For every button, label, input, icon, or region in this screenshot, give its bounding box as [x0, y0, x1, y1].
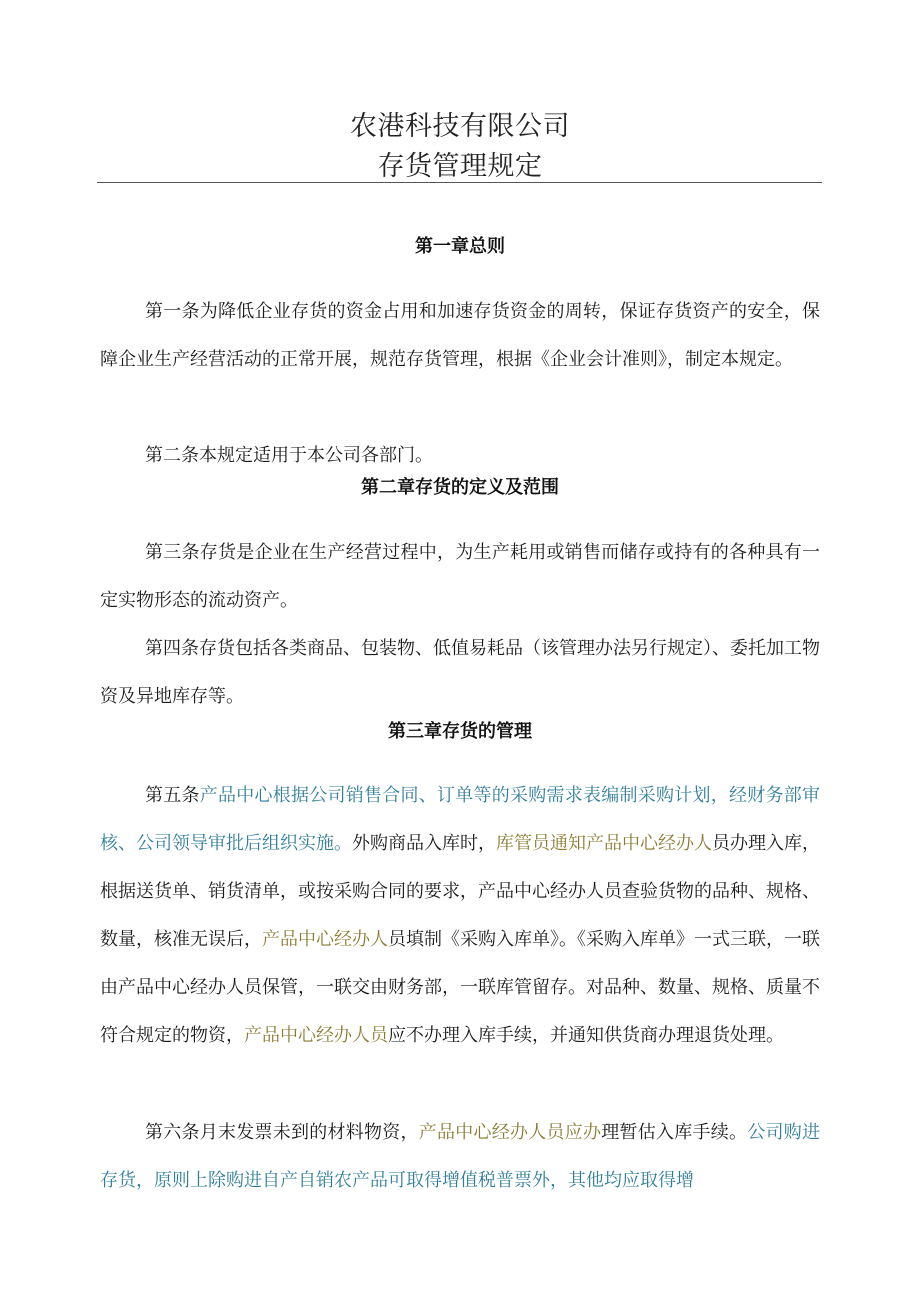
article-6-text-b: 理暂估入库手续。: [601, 1122, 748, 1143]
chapter-1-heading: 第一章总则: [415, 236, 505, 257]
article-5-text-a: 外购商品入库时，: [352, 833, 496, 854]
company-name: 农港科技有限公司: [350, 111, 570, 142]
article-5-highlight-keeper: 库管员通知产品中心经办人: [496, 833, 712, 854]
article-5-number: 第五条: [145, 785, 200, 806]
article-5-text-b: 员办理入库，根据送货单、销货清单，或按采购合同的要求，产品中心经办人员查验货物的品种、规格、数量，核准无误后，: [100, 833, 820, 950]
document-title: 存货管理规定: [377, 151, 543, 182]
chapter-2-heading: 第二章存货的定义及范围: [361, 477, 559, 498]
article-4: 第四条存货包括各类商品、包装物、低值易耗品（该管理办法另行规定）、委托加工物资及异地库存等。: [100, 638, 820, 707]
article-1: 第一条为降低企业存货的资金占用和加速存货资金的周转，保证存货资产的安全，保障企业生产经营活动的正常开展，规范存货管理，根据《企业会计准则》，制定本规定。: [100, 301, 820, 370]
title-divider: [97, 182, 822, 183]
article-6-highlight-invoice: 公司购进存货，原则上除购进自产自销农产品可取得增值税普票外，其他均应取得增: [100, 1122, 820, 1191]
article-6: [100, 1109, 820, 1205]
article-5-text-d: 应不办理入库手续，并通知供货商办理退货处理。: [388, 1025, 784, 1046]
article-5-highlight-plan: 产品中心根据公司销售合同、订单等的采购需求表编制采购计划，经财务部审核、公司领导审批后组织实施。: [100, 785, 820, 854]
article-6-highlight-handler: 产品中心经办人员应办: [418, 1122, 602, 1143]
article-6-text-a: 第六条月末发票未到的材料物资，: [145, 1122, 419, 1143]
article-5-highlight-handler-1: 产品中心经办人: [262, 929, 388, 950]
article-2: 第二条本规定适用于本公司各部门。: [145, 445, 433, 466]
article-5: [100, 772, 820, 1060]
article-3: 第三条存货是企业在生产经营过程中，为生产耗用或销售而储存或持有的各种具有一定实物形态的流动资产。: [100, 542, 820, 611]
article-5-text-c: 员填制《采购入库单》。《采购入库单》一式三联，一联由产品中心经办人员保管，一联交由财务部，一联库管留存。对品种、数量、规格、质量不符合规定的物资，: [100, 929, 820, 1046]
article-5-highlight-handler-2: 产品中心经办人员: [244, 1025, 388, 1046]
chapter-3-heading: 第三章存货的管理: [388, 721, 532, 742]
